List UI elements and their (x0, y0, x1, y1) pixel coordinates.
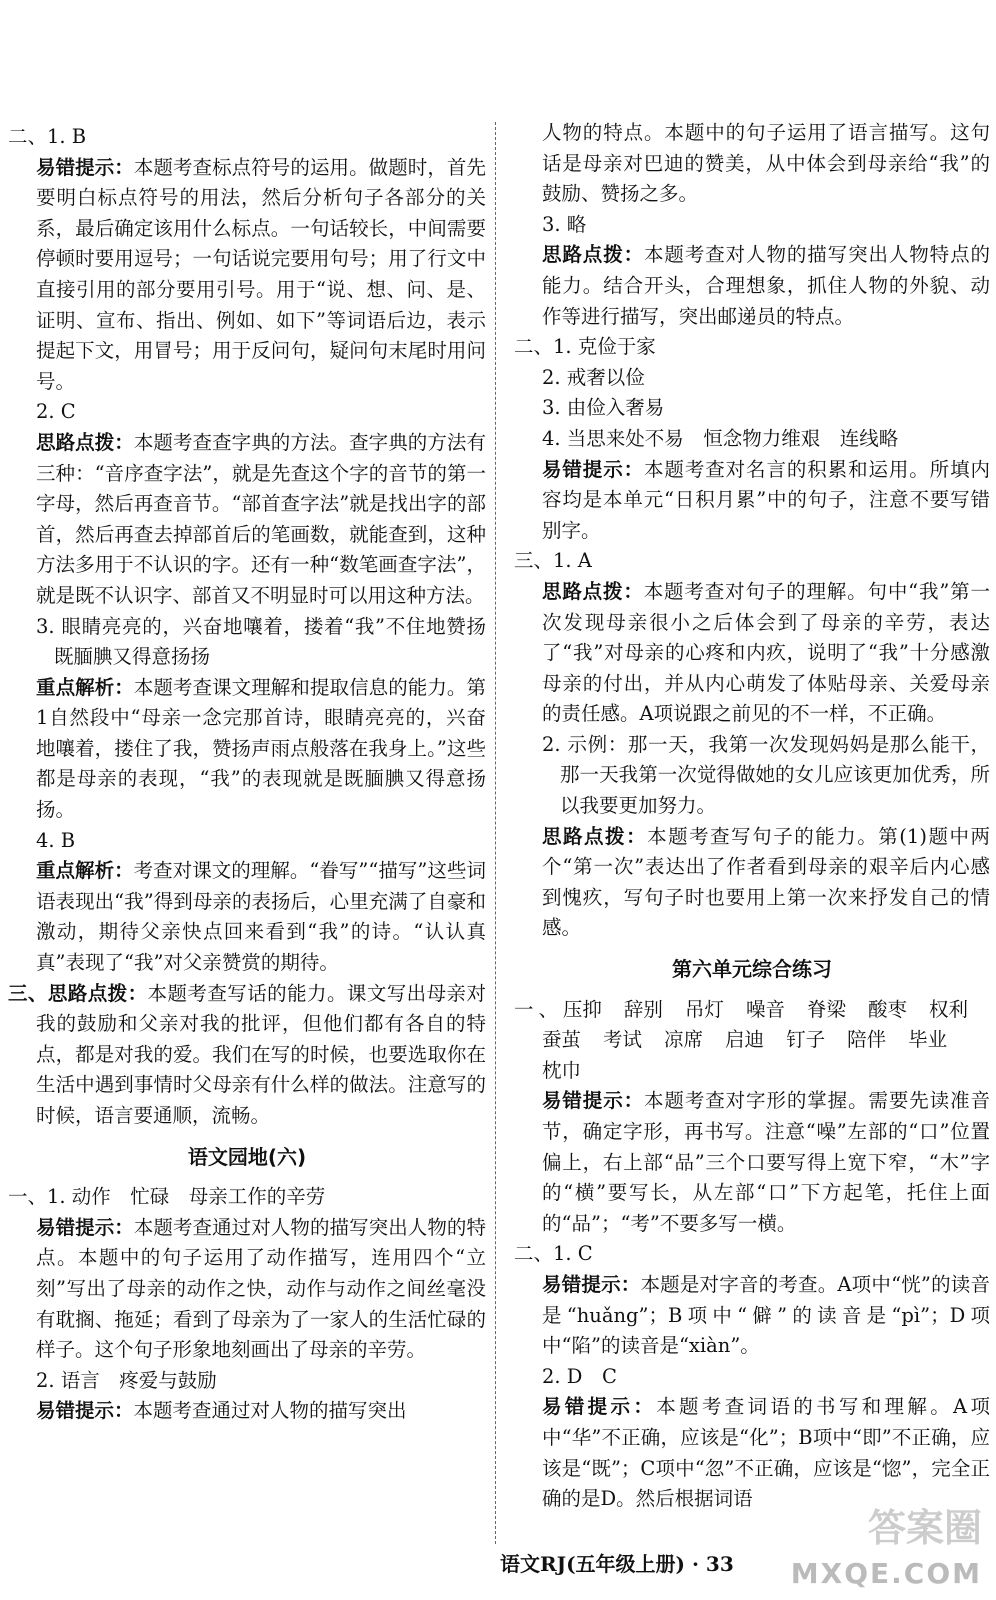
word-item: 钉子 (786, 1028, 826, 1052)
tip-paragraph (8, 1396, 486, 1427)
word-item: 权利 (928, 997, 968, 1021)
answer-line: 3. 由俭入奢易 (542, 396, 665, 420)
tip-paragraph (514, 1086, 990, 1239)
watermark: MXQE.COM (790, 1557, 982, 1590)
word-list (514, 995, 990, 1087)
tip-label: 易错提示： (542, 1272, 641, 1296)
word-item: 吊灯 (684, 997, 724, 1021)
answer-line: 2. 戒奢以俭 (542, 365, 645, 389)
answer-line: 3. 略 (542, 212, 587, 236)
tip-text: 本题考查查字典的方法。查字典的方法有三种：“音序查字法”，就是先查这个字的音节的第一字母，然后再查音节。“部首查字法”就是找出字的部首，然后再查去掉部首后的笔画数，就能查到，这种方法多用于不认识的字。还有一种“数笔画查字法”，就是既不认识字、部首又不明显时可以用这种方法。 (36, 430, 486, 607)
word-item: 酸枣 (867, 997, 907, 1021)
tip-text: 本题考查标点符号的运用。做题时，首先要明白标点符号的用法，然后分析句子各部分的关系，最后确定该用什么标点。一句话较长，中间需要停顿时要用逗号；一句话说完要用句号；用了行文中直接引用的部分要用引号。用于“说、想、问、是、证明、宣布、指出、例如、如下”等词语后边，表示提起下文，用冒号；用于反问句，疑问句末尾时用问号。 (36, 155, 486, 393)
word-item: 噪音 (745, 997, 785, 1021)
answer-line: 2. C (36, 400, 76, 424)
section-title: 语文园地(六) (187, 1144, 307, 1169)
tip-paragraph (514, 1270, 990, 1362)
watermark-logo: 答案圈 (867, 1506, 982, 1550)
tip-paragraph (8, 153, 486, 398)
tip-paragraph (514, 455, 990, 547)
column-divider (495, 122, 496, 1544)
answer-line: 一、1. 动作 忙碌 母亲工作的辛劳 (8, 1185, 326, 1209)
tip-paragraph: 人物的特点。本题中的句子运用了语言描写。这句话是母亲对巴迪的赞美，从中体会到母亲给“我”的鼓励、赞扬之多。 (542, 121, 990, 206)
page-footer: 语文RJ(五年级上册) · 33 (500, 1552, 734, 1576)
word-item: 压抑 (562, 997, 602, 1021)
tip-text: 本题考查对字形的掌握。需要先读准音节，确定字形，再书写。注意“噪”左部的“口”位置偏上，右上部“品”三个口要写得上宽下窄，“木”字的“横”要写长，从左部“口”下方起笔，托住上面的“品”；“考”不要多写一横。 (542, 1089, 990, 1235)
tip-text: 本题考查写话的能力。课文写出母亲对我的鼓励和父亲对我的批评，但他们都有各自的特点，都是对我的爱。我们在写的时候，也要选取你在生活中遇到事情时父母亲有什么样的做法。注意写的时候，语言要通顺，流畅。 (36, 981, 486, 1127)
tip-label: 思路点拨： (542, 243, 645, 267)
answer-line: 二、1. C (514, 1242, 593, 1266)
word-list-lead: 一、 (514, 997, 563, 1021)
tip-label: 思路点拨： (542, 579, 644, 603)
tip-label: 易错提示： (36, 155, 134, 179)
answer-line: 4. B (36, 828, 76, 852)
tip-paragraph (8, 856, 486, 978)
tip-label: 思路点拨： (542, 824, 648, 848)
word-item: 枕巾 (542, 1058, 582, 1082)
tip-text: 本题考查对句子的理解。句中“我”第一次发现母亲很小之后体会到了母亲的辛劳，表达了“我”对母亲的心疼和内疚，说明了“我”十分感激母亲的付出，并从内心萌发了体贴母亲、关爱母亲的责任感。A项说跟之前见的不一样，不正确。 (542, 579, 990, 726)
answer-line: 二、1. B (8, 125, 87, 148)
tip-paragraph (8, 1213, 486, 1366)
tip-label: 重点解析： (36, 859, 134, 883)
word-item: 考试 (603, 1028, 643, 1052)
answer-line: 4. 当思来处不易 恒念物力维艰 连线略 (542, 426, 899, 450)
tip-text: 本题考查写句子的能力。第(1)题中两个“第一次”表达出了作者看到母亲的艰辛后内心感到愧疚，写句子时也要用上第一次来抒发自己的情感。 (542, 824, 990, 940)
tip-paragraph (514, 577, 990, 730)
section-title: 第六单元综合练习 (672, 957, 832, 982)
tip-paragraph (8, 428, 486, 612)
answer-line: 3. 眼睛亮亮的，兴奋地嚷着，搂着“我”不住地赞扬 既腼腆又得意扬扬 (36, 614, 506, 669)
word-item: 辞别 (623, 997, 663, 1021)
word-item: 毕业 (908, 1028, 948, 1052)
tip-label: 易错提示： (542, 457, 645, 481)
tip-paragraph (514, 240, 990, 332)
tip-paragraph (8, 673, 486, 826)
left-column (8, 122, 506, 1427)
tip-text: 本题是对字音的考查。A项中“恍”的读音是“huǎng”；B项中“僻”的读音是“pì”；D项中“陷”的读音是“xiàn”。 (542, 1272, 990, 1358)
tip-label: 思路点拨： (36, 430, 134, 454)
answer-line: 2. D C (542, 1364, 617, 1388)
tip-paragraph (8, 979, 486, 1132)
tip-text: 本题考查词语的书写和理解。A项中“华”不正确，应该是“化”；B项中“即”不正确，应该是“既”；C项中“忽”不正确，应该是“惚”，完全正确的是D。然后根据词语 (542, 1395, 990, 1511)
answer-line: 二、1. 克俭于家 (514, 335, 656, 359)
tip-text: 本题考查对名言的积累和运用。所填内容均是本单元“日积月累”中的句子，注意不要写错别字。 (542, 457, 990, 542)
tip-text: 本题考查对人物的描写突出人物特点的能力。结合开头，合理想象，抓住人物的外貌、动作等进行描写，突出邮递员的特点。 (542, 243, 990, 328)
tip-label: 三、思路点拨： (8, 981, 148, 1005)
tip-label: 重点解析： (36, 675, 134, 699)
word-item: 脊梁 (806, 997, 846, 1021)
word-item: 陪伴 (847, 1028, 887, 1052)
tip-text: 本题考查通过对人物的描写突出人物的特点。本题中的句子运用了动作描写，连用四个“立刻”写出了母亲的动作之快，动作与动作之间丝毫没有耽搁、拖延；看到了母亲为了一家人的生活忙碌的样子。这个句子形象地刻画出了母亲的辛劳。 (36, 1215, 486, 1362)
tip-label: 易错提示： (36, 1215, 134, 1239)
tip-text: 本题考查课文理解和提取信息的能力。第1自然段中“母亲一念完那首诗，眼睛亮亮的，兴奋地嚷着，搂住了我，赞扬声雨点般落在我身上。”这些都是母亲的表现，“我”的表现就是既腼腆又得意扬扬。 (36, 675, 486, 822)
tip-label: 易错提示： (36, 1399, 134, 1423)
tip-text: 考查对课文的理解。“眷写”“描写”这些词语表现出“我”得到母亲的表扬后，心里充满了自豪和激动，期待父亲快点回来看到“我”的诗。“认认真真”表现了“我”对父亲赞赏的期待。 (36, 859, 486, 975)
tip-label: 易错提示： (542, 1089, 645, 1113)
answer-line: 三、1. A (514, 549, 592, 573)
tip-label: 易错提示： (542, 1395, 657, 1419)
word-item: 凉席 (664, 1028, 704, 1052)
answer-line: 2. 语言 疼爱与鼓励 (36, 1368, 217, 1392)
word-item: 蚕茧 (542, 1028, 582, 1052)
word-item: 启迪 (725, 1028, 765, 1052)
right-column (514, 118, 990, 1515)
tip-paragraph (514, 822, 990, 944)
tip-text: 本题考查通过对人物的描写突出 (133, 1399, 407, 1423)
answer-line: 2. 示例：那一天，我第一次发现妈妈是那么能干，那一天我第一次觉得做她的女儿应该更加优秀，所以我要更加努力。 (542, 732, 990, 818)
